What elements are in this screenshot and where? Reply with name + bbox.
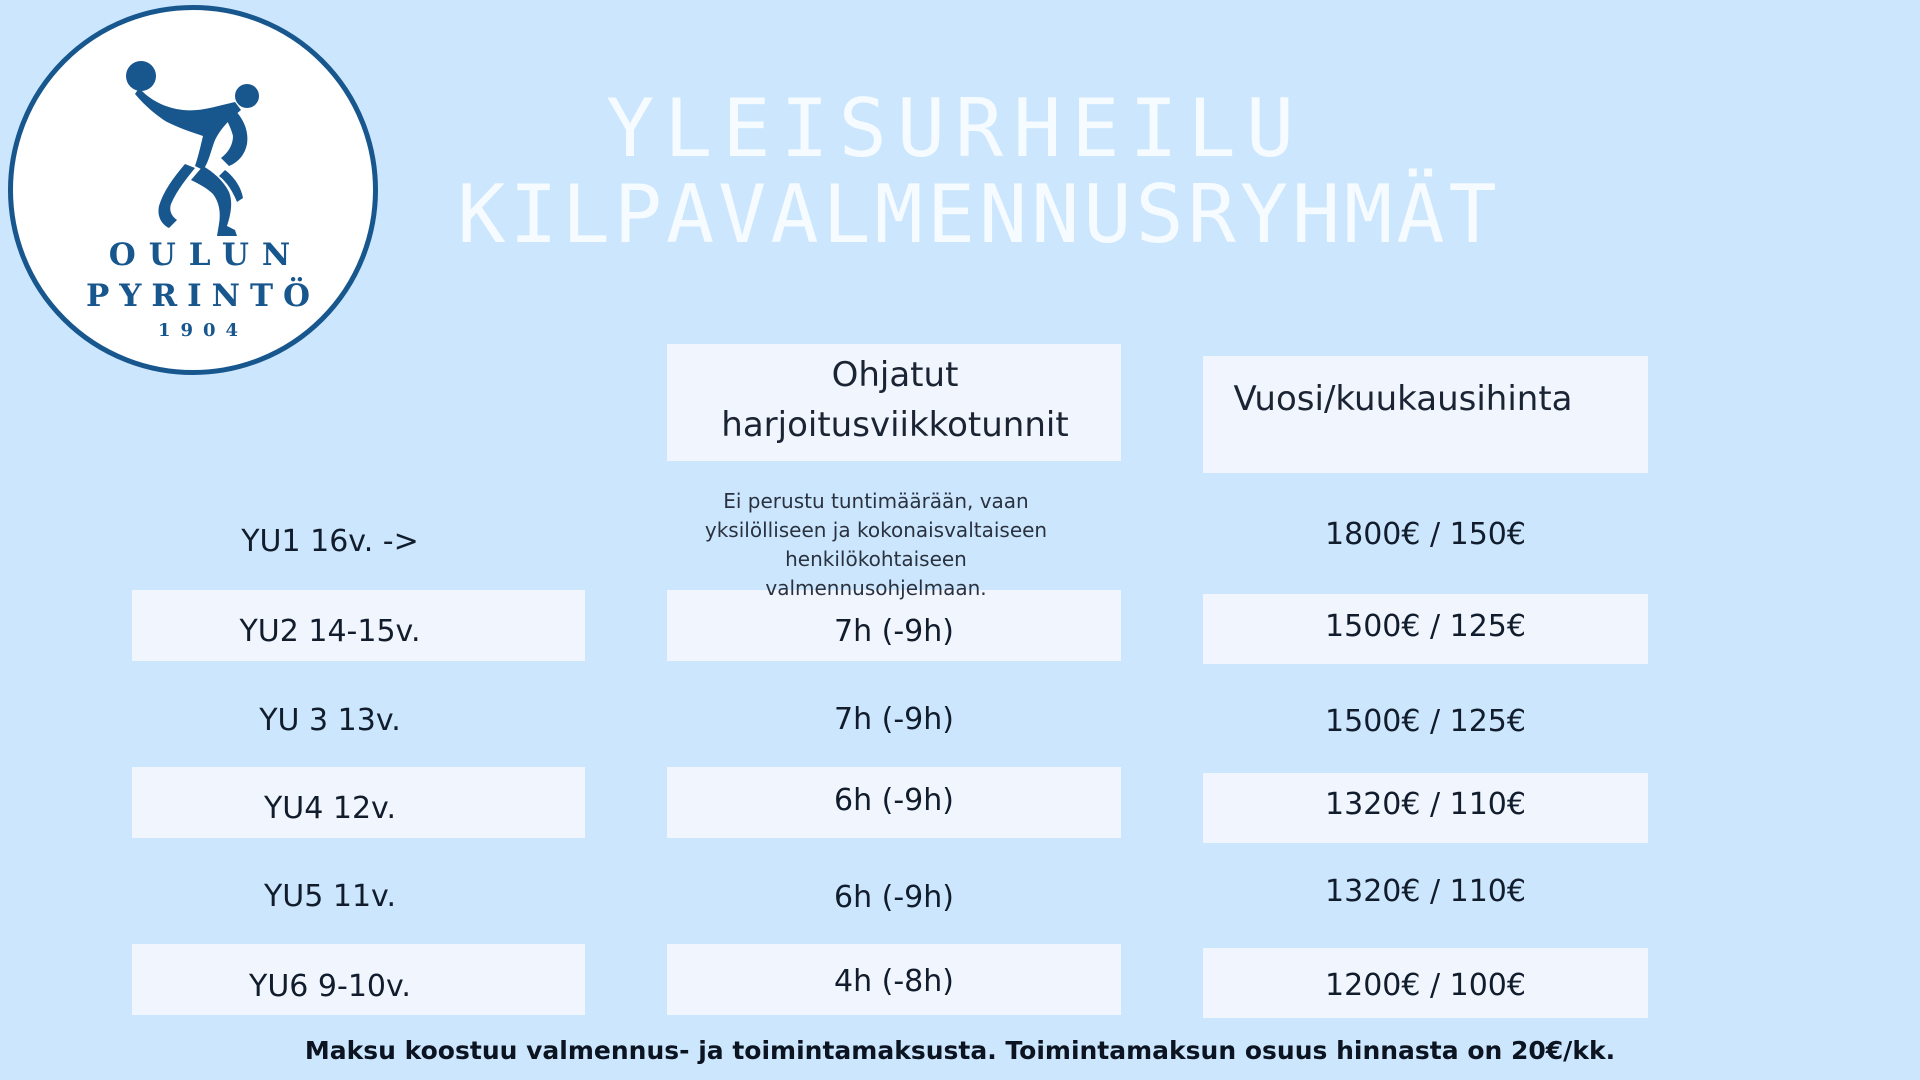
group-yu4: YU4 12v. (263, 791, 397, 826)
logo-text-oulun: OULUN (108, 237, 304, 273)
logo-text-pyrinto: PYRINTÖ (85, 278, 321, 314)
page-title-line1: YLEISURHEILU (606, 82, 1304, 175)
price-yu2: 1500€ / 125€ (1325, 609, 1526, 644)
footer-note: Maksu koostuu valmennus- ja toimintamaksusta. Toimintamaksun osuus hinnasta on 20€/kk. (304, 1036, 1616, 1065)
hours-yu5: 6h (-9h) (834, 880, 954, 915)
hours-yu1-note: Ei perustu tuntimäärään, vaan yksilölliseen ja kokonaisvaltaiseen henkilökohtaiseen valmennusohjelmaan. (704, 489, 1048, 600)
group-yu6: YU6 9-10v. (249, 969, 411, 1004)
price-yu6: 1200€ / 100€ (1325, 968, 1526, 1003)
price-yu1: 1800€ / 150€ (1325, 517, 1526, 552)
group-yu2: YU2 14-15v. (239, 614, 421, 649)
price-yu3: 1500€ / 125€ (1325, 704, 1526, 739)
logo-year: 1904 (157, 320, 249, 341)
group-yu1: YU1 16v. -> (241, 524, 419, 559)
hours-yu3: 7h (-9h) (834, 702, 954, 737)
page-title-line2: KILPAVALMENNUSRYHMÄT (457, 168, 1501, 261)
group-yu3: YU 3 13v. (259, 703, 401, 738)
hours-yu2: 7h (-9h) (834, 614, 954, 649)
group-yu5: YU5 11v. (263, 879, 397, 914)
price-yu5: 1320€ / 110€ (1325, 874, 1526, 909)
price-yu4: 1320€ / 110€ (1325, 787, 1526, 822)
header-price: Vuosi/kuukausihinta (1233, 379, 1573, 419)
hours-yu4: 6h (-9h) (834, 783, 954, 818)
hours-yu6: 4h (-8h) (834, 964, 954, 999)
header-hours: Ohjatut harjoitusviikkotunnit (721, 355, 1069, 445)
